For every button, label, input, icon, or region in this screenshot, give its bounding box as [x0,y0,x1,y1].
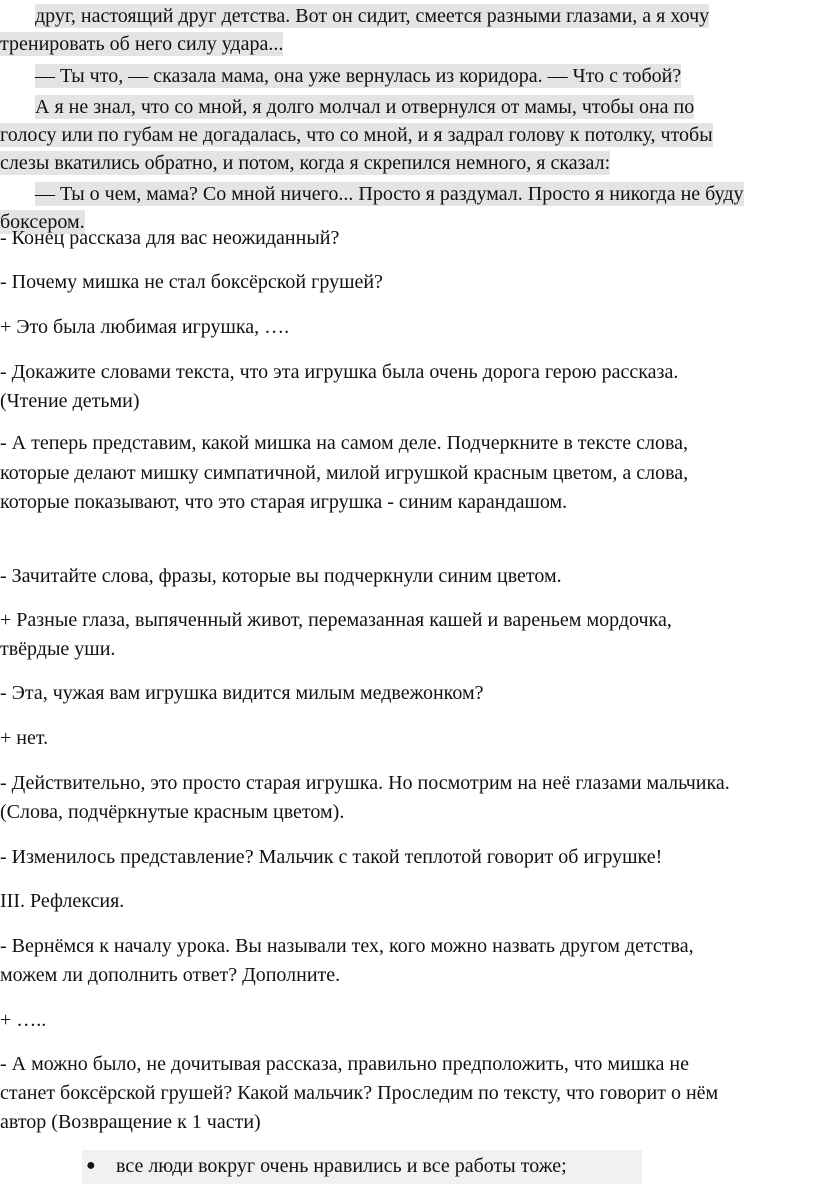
answer-no: + нет. [0,727,49,749]
answer-blue-words-line-2: твёрдые уши. [0,638,116,660]
task-underline-line-3: которые показывают, что это старая игрушка - синим карандашом. [0,491,568,513]
question-cute-bear: - Эта, чужая вам игрушка видится милым медвежонком? [0,682,484,704]
question-why-not-punching-bag: - Почему мишка не стал боксёрской грушей? [0,271,383,293]
statement-old-toy-line-2: (Слова, подчёркнутые красным цветом). [0,801,345,823]
excerpt-text: друг, настоящий друг детства. Вот он сидит, смеется разными глазами, а я хочу [35,5,710,27]
answer-favorite-toy: + Это была любимая игрушка, …. [0,316,290,338]
task-return-line-1: - Вернёмся к началу урока. Вы называли тех, кого можно назвать другом детства, [0,935,694,957]
question-predict-line-1: - А можно было, не дочитывая рассказа, правильно предположить, что мишка не [0,1053,690,1075]
list-item-text: все люди вокруг очень нравились и все работы тоже; [116,1155,567,1177]
task-underline-line-2: которые делают мишку симпатичной, милой игрушкой красным цветом, а слова, [0,462,689,484]
question-predict-line-2: станет боксёрской грушей? Какой мальчик? Проследим по тексту, что говорит о нём [0,1082,719,1104]
task-read-blue-words: - Зачитайте слова, фразы, которые вы подчеркнули синим цветом. [0,565,562,587]
story-excerpt [0,0,816,236]
question-ending-unexpected: - Конец рассказа для вас неожиданный? [0,227,340,249]
excerpt-text: тренировать об него силу удара... [0,33,284,55]
excerpt-text: — Ты о чем, мама? Со мной ничего... Просто я раздумал. Просто я никогда не буду [35,183,744,205]
excerpt-text: слезы вкатились обратно, и потом, когда я скрепился немного, я сказал: [0,152,611,174]
excerpt-text: А я не знал, что со мной, я долго молчал и отвернулся от мамы, чтобы она по [35,96,695,118]
question-changed-view: - Изменилось представление? Мальчик с такой теплотой говорит об игрушке! [0,846,663,868]
section-heading-reflection: III. Рефлексия. [0,890,125,912]
bullet-dot-icon: ● [86,1157,96,1174]
task-return-line-2: можем ли дополнить ответ? Дополните. [0,964,341,986]
question-predict-line-3: автор (Возвращение к 1 части) [0,1111,261,1133]
excerpt-paragraph-1 [0,2,816,58]
task-prove-note: (Чтение детьми) [0,390,140,412]
excerpt-text: — Ты что, — сказала мама, она уже вернулась из коридора. — Что с тобой? [35,65,682,87]
statement-old-toy-line-1: - Действительно, это просто старая игрушка. Но посмотрим на неё глазами мальчика. [0,772,730,794]
task-underline-line-1: - А теперь представим, какой мишка на самом деле. Подчеркните в тексте слова, [0,432,689,454]
answer-ellipsis: + ….. [0,1009,47,1031]
task-prove-with-text: - Докажите словами текста, что эта игрушка была очень дорога герою рассказа. [0,361,679,383]
list-item [82,1150,642,1184]
excerpt-text: голосу или по губам не догадалась, что со мной, и я задрал голову к потолку, чтобы [0,124,713,146]
answer-blue-words-line-1: + Разные глаза, выпяченный живот, перемазанная кашей и вареньем мордочка, [0,609,672,631]
excerpt-paragraph-3 [0,93,816,177]
excerpt-paragraph-2 [0,62,816,90]
excerpt-text: боксером. [0,211,85,233]
